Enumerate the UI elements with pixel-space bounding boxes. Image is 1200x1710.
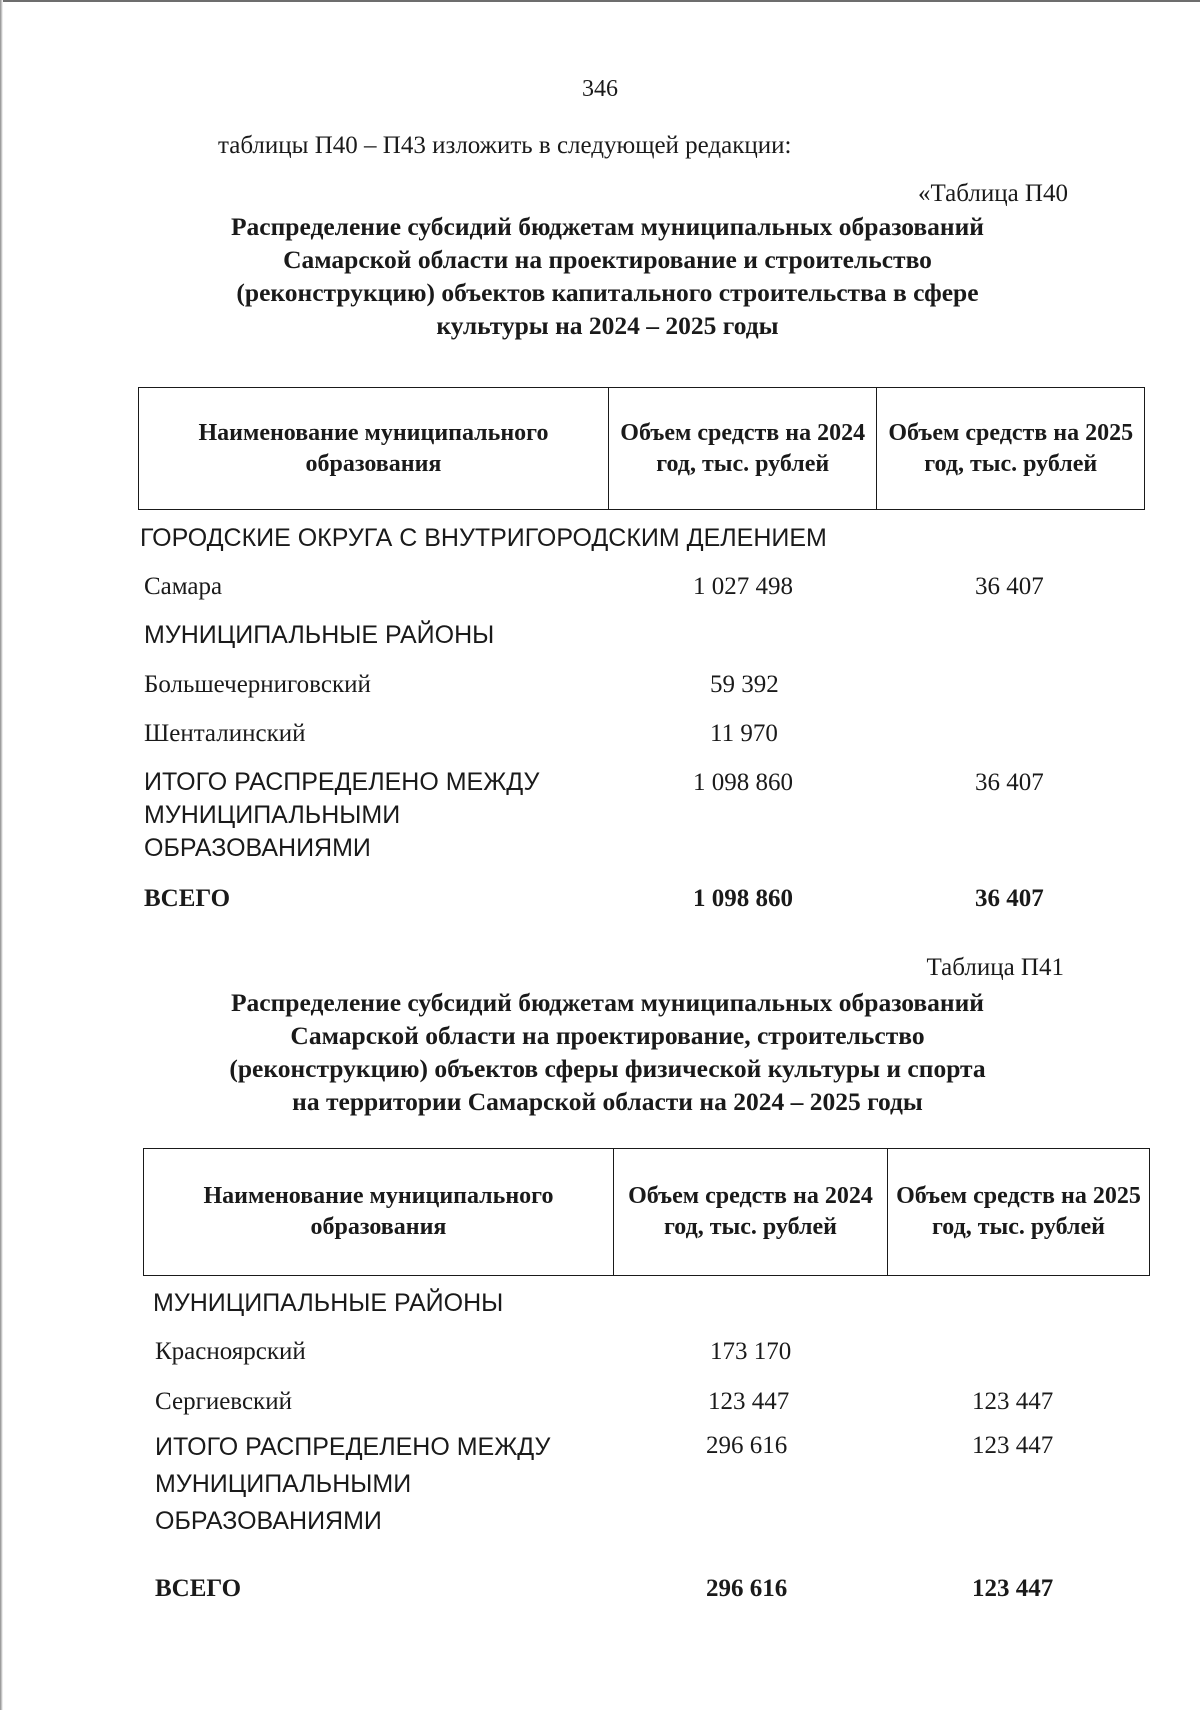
table-title-line: Самарской области на проектирование, строительство [290, 1021, 925, 1050]
subtotal-value-2025: 123 447 [972, 1432, 1054, 1459]
subtotal-name-line: ИТОГО РАСПРЕДЕЛЕНО МЕЖДУ [144, 768, 540, 796]
total-name: ВСЕГО [155, 1575, 242, 1602]
table-header-p41 [143, 1148, 1150, 1276]
subtotal-value-2024: 296 616 [706, 1432, 788, 1459]
row-value-2024: 11 970 [710, 720, 778, 747]
row-value-2025: 36 407 [975, 573, 1044, 600]
subtotal-name [155, 1429, 550, 1540]
section-heading: МУНИЦИПАЛЬНЫЕ РАЙОНЫ [144, 621, 495, 649]
page-number: 346 [582, 76, 618, 102]
header-name-column: Наименование муниципального образования [139, 388, 609, 510]
row-name: Красноярский [155, 1338, 306, 1365]
table-title-p41 [140, 986, 1075, 1118]
row-name: Большечерниговский [144, 671, 371, 698]
section-heading: ГОРОДСКИЕ ОКРУГА С ВНУТРИГОРОДСКИМ ДЕЛЕНИЕМ [140, 524, 827, 552]
total-value-2025: 36 407 [975, 885, 1044, 912]
header-name-column: Наименование муниципального образования [144, 1149, 614, 1276]
subtotal-name-line: МУНИЦИПАЛЬНЫМИ [155, 1470, 412, 1498]
scan-edge [0, 0, 3, 1710]
total-value-2024: 1 098 860 [693, 885, 793, 912]
total-value-2025: 123 447 [972, 1575, 1054, 1602]
row-name: Самара [144, 573, 223, 600]
row-value-2024: 123 447 [708, 1388, 790, 1415]
table-label-p40: «Таблица П40 [918, 180, 1068, 207]
table-label-p41: Таблица П41 [926, 954, 1064, 981]
row-name: Сергиевский [155, 1388, 292, 1415]
subtotal-name-line: ОБРАЗОВАНИЯМИ [144, 834, 371, 862]
table-title-line: (реконструкцию) объектов капитального строительства в сфере [236, 278, 979, 307]
row-name: Шенталинский [144, 720, 306, 747]
subtotal-name-line: ИТОГО РАСПРЕДЕЛЕНО МЕЖДУ [155, 1433, 551, 1461]
table-title-line: на территории Самарской области на 2024 – 2025 годы [292, 1087, 923, 1116]
subtotal-name-line: МУНИЦИПАЛЬНЫМИ [144, 801, 401, 829]
row-value-2024: 1 027 498 [693, 573, 793, 600]
header-2024-column: Объем средств на 2024 год, тыс. рублей [608, 388, 876, 510]
header-2025-column: Объем средств на 2025 год, тыс. рублей [877, 388, 1145, 510]
table-title-line: (реконструкцию) объектов сферы физической культуры и спорта [229, 1054, 986, 1083]
header-2025-column: Объем средств на 2025 год, тыс. рублей [887, 1149, 1149, 1276]
table-title-line: Самарской области на проектирование и строительство [283, 245, 932, 274]
total-value-2024: 296 616 [706, 1575, 788, 1602]
table-title-line: Распределение субсидий бюджетам муниципальных образований [230, 212, 985, 241]
table-title-p40 [140, 210, 1075, 342]
total-name: ВСЕГО [144, 885, 231, 912]
section-heading: МУНИЦИПАЛЬНЫЕ РАЙОНЫ [153, 1289, 504, 1317]
row-value-2025: 123 447 [972, 1388, 1054, 1415]
scan-edge [0, 0, 1200, 2]
subtotal-value-2025: 36 407 [975, 769, 1044, 796]
subtotal-name-line: ОБРАЗОВАНИЯМИ [155, 1507, 382, 1535]
header-2024-column: Объем средств на 2024 год, тыс. рублей [613, 1149, 887, 1276]
subtotal-name [144, 766, 539, 865]
table-header-p40 [138, 387, 1145, 510]
table-title-line: культуры на 2024 – 2025 годы [436, 311, 779, 340]
table-title-line: Распределение субсидий бюджетам муниципальных образований [230, 988, 985, 1017]
row-value-2024: 59 392 [710, 671, 779, 698]
row-value-2024: 173 170 [710, 1338, 792, 1365]
intro-text: таблицы П40 – П43 изложить в следующей редакции: [218, 132, 792, 159]
subtotal-value-2024: 1 098 860 [693, 769, 793, 796]
